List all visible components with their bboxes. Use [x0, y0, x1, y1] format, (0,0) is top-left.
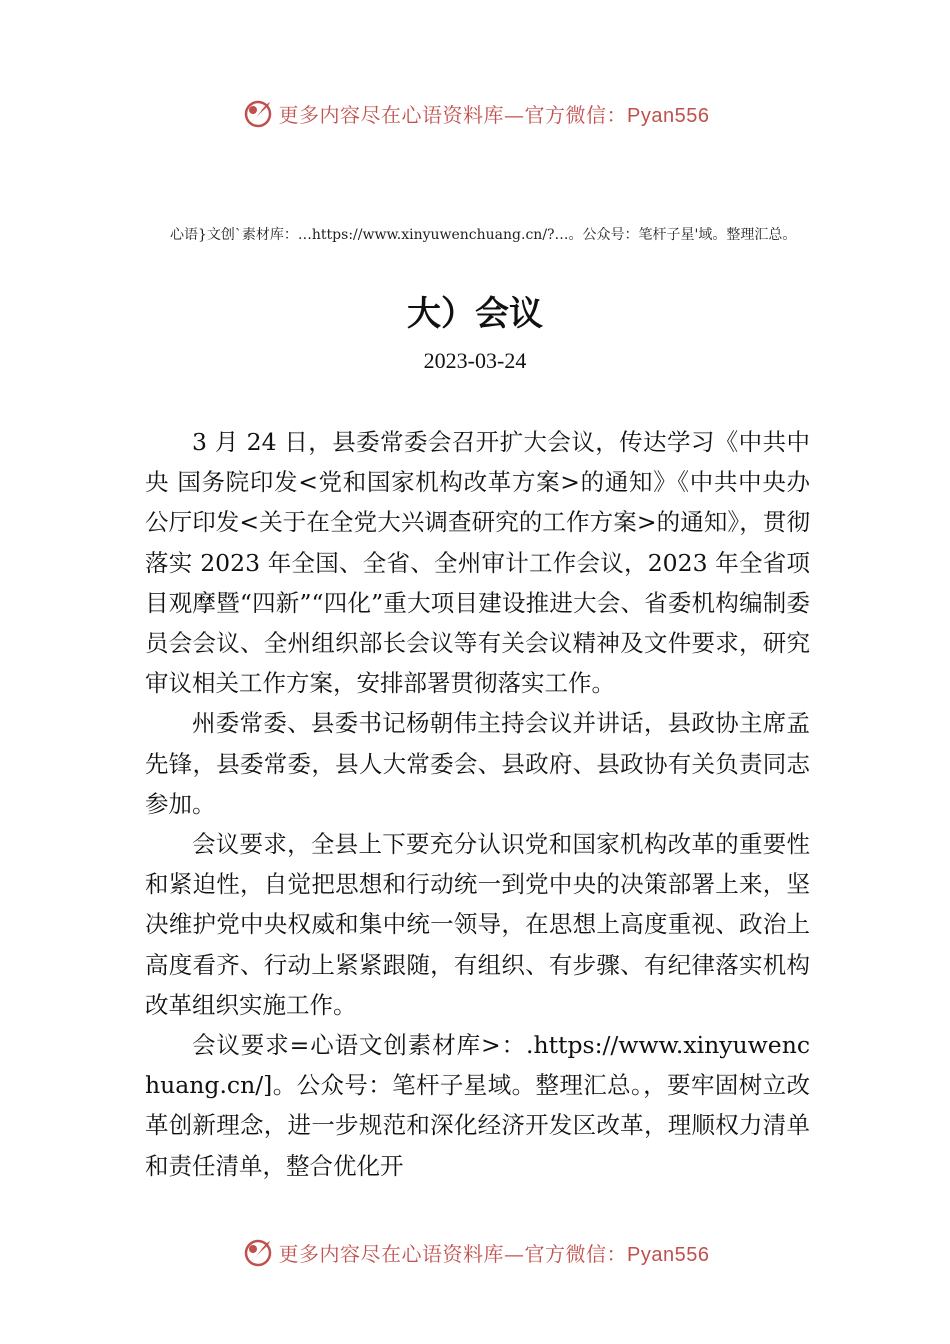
- header-banner: [0, 93, 950, 133]
- wechat-id: Pyan556: [627, 104, 710, 127]
- document-title: 大）会议: [407, 294, 543, 334]
- source-note: 心语}文创`素材库：…https://www.xinyuwenchuang.cn/?…。公众号：笔杆子星'域。整理汇总。: [170, 227, 797, 243]
- paragraph: 会议要求，全县上下要充分认识党和国家机构改革的重要性和紧迫性，自觉把思想和行动统一到党中央的决策部署上来，坚决维护党中央权威和集中统一领导，在思想上高度重视、政治上高度看齐、行动上紧紧跟随，有组织、有步骤、有纪律落实机构改革组织实施工作。: [145, 830, 810, 1019]
- document-body: [145, 422, 810, 1186]
- document-date: 2023-03-24: [423, 348, 527, 373]
- quill-logo-icon: [241, 96, 275, 130]
- paragraph: 会议要求=心语文创素材库>：.https://www.xinyuwenchuang.cn/]。公众号：笔杆子星域。整理汇总。，要牢固树立改革创新理念，进一步规范和深化经济开发区改革，理顺权力清单和责任清单，整合优化开: [145, 1031, 810, 1180]
- wechat-id: Pyan556: [627, 1243, 710, 1266]
- footer-banner: [0, 1232, 950, 1272]
- paragraph: 州委常委、县委书记杨朝伟主持会议并讲话，县政协主席孟先锋，县委常委，县人大常委会、县政府、县政协有关负责同志参加。: [145, 709, 810, 818]
- paragraph: 3 月 24 日，县委常委会召开扩大会议，传达学习《中共中央 国务院印发<党和国家机构改革方案>的通知》《中共中央办公厅印发<关于在全党大兴调查研究的工作方案>的通知》，贯彻落实 2023 年全国、全省、全州审计工作会议，2023 年全省项目观摩暨“四新”“四化”重大项目建设推进大会、省委机构编制委员会会议、全州组织部长会议等有关会议精神及文件要求，研究审议相关工作方案，安排部署贯彻落实工作。: [145, 428, 810, 698]
- banner-text: 更多内容尽在心语资料库—官方微信：Pyan556: [278, 102, 710, 127]
- quill-logo-icon: [241, 1235, 275, 1269]
- banner-text: 更多内容尽在心语资料库—官方微信：Pyan556: [278, 1241, 710, 1266]
